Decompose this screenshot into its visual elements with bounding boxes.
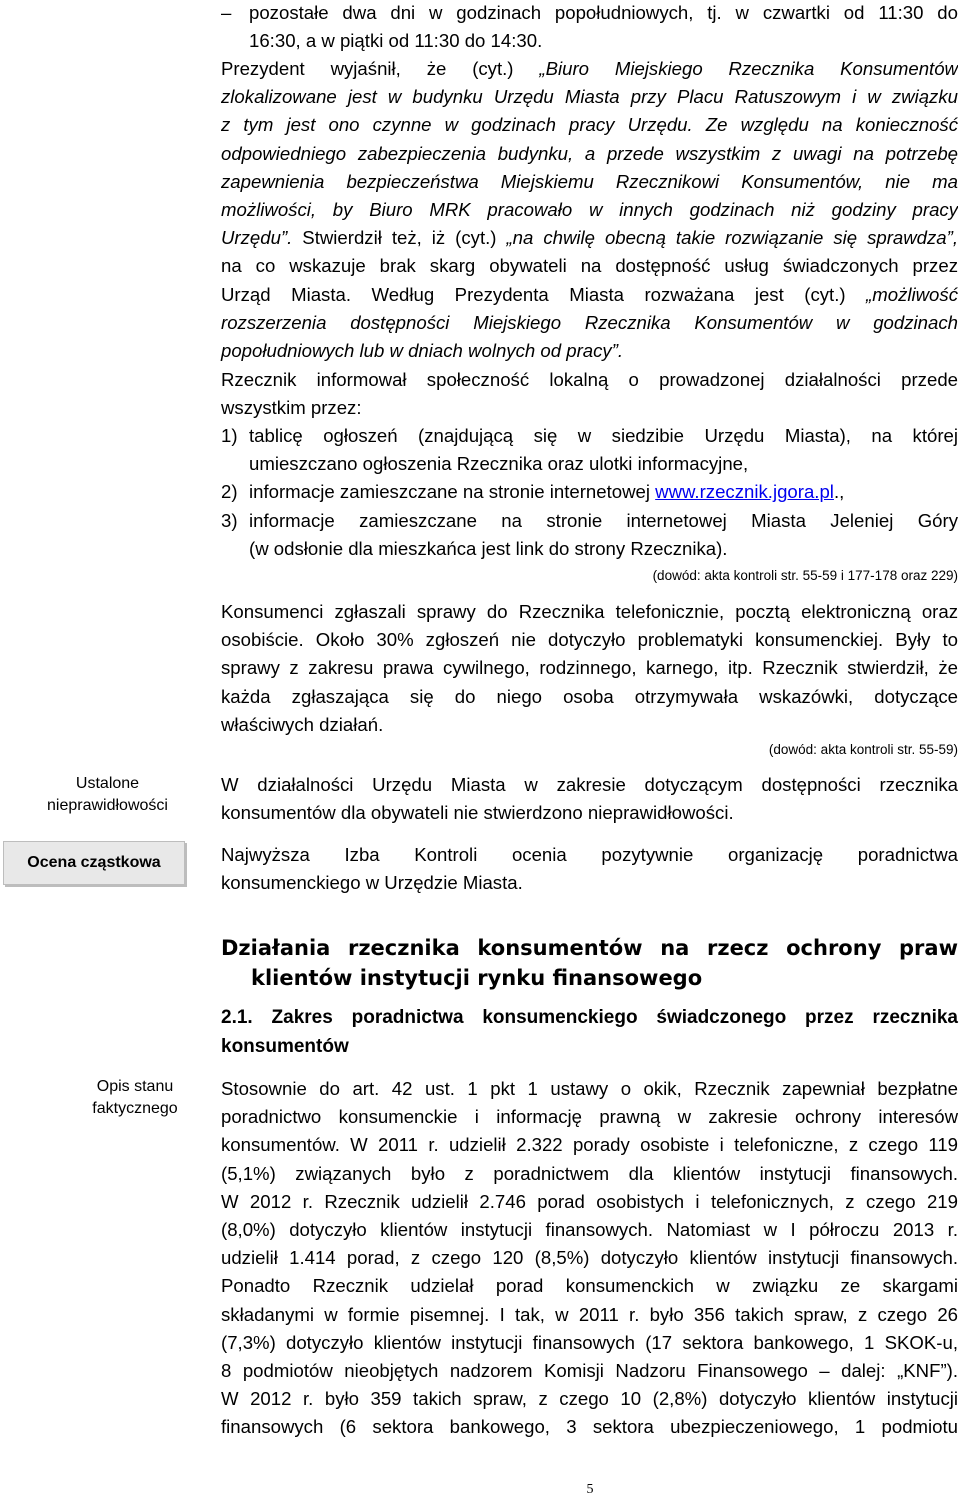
- paragraph-consumer-reports: [221, 598, 958, 739]
- irr-line-1: W działalności Urzędu Miasta w zakresie dotyczącym dostępności rzecznika: [221, 774, 958, 795]
- dash-item-line-2: 16:30, a w piątki od 11:30 do 14:30.: [249, 30, 543, 52]
- p1-line-5: zapewnienia bezpieczeństwa Miejskiemu Rzecznikowi Konsumentów, nie ma: [221, 170, 958, 192]
- side-label-line: nieprawidłowości: [47, 797, 168, 814]
- list-item: [221, 478, 958, 506]
- b2-line-3: sprawy z zakresu prawa cywilnego, rodzinnego, karnego, itp. Rzecznik stwierdził, że: [221, 657, 958, 679]
- sec-line: Stosownie do art. 42 ust. 1 pkt 1 ustawy o okik, Rzecznik zapewniał bezpłatne: [221, 1078, 958, 1099]
- section-heading-line-2: klientów instytucji rynku finansowego: [251, 966, 703, 990]
- p1-line-2: zlokalizowane jest w budynku Urzędu Miasta przy Placu Ratuszowym i w związku: [221, 86, 958, 108]
- side-label-irregularities: [0, 773, 215, 817]
- sec-line: (7,3%) dotyczyło klientów instytucji finansowych (17 sektora bankowego, 1 SKOK-u,: [221, 1331, 958, 1353]
- subsection-heading-line-1: 2.1. Zakres poradnictwa konsumenckiego świadczonego przez rzecznika: [221, 1007, 958, 1028]
- p1-line-11: popołudniowych lub w dniach wolnych od pracy”.: [221, 339, 624, 361]
- list-item-1-line-2: umieszczano ogłoszenia Rzecznika oraz ulotki informacyjne,: [249, 453, 749, 475]
- b2-line-1: Konsumenci zgłaszali sprawy do Rzecznika telefonicznie, pocztą elektroniczną oraz: [221, 601, 958, 622]
- list-item-3-line-2: (w odsłonie dla mieszkańca jest link do strony Rzecznika).: [249, 537, 728, 559]
- paragraph-assessment: [221, 841, 958, 897]
- p1-line-9: Urząd Miasta. Według Prezydenta Miasta rozważana jest (cyt.) „możliwość: [221, 283, 958, 305]
- assess-line-2: konsumenckiego w Urzędzie Miasta.: [221, 872, 523, 894]
- list-item: [221, 422, 958, 478]
- sec-line: składanymi w formie pisemnej. I tak, w 2011 r. było 356 takich spraw, z czego 26: [221, 1303, 958, 1325]
- dash-bullet: –: [221, 2, 232, 23]
- dash-list-item: [221, 0, 958, 55]
- p1-line-3: z tym jest ono czynne w godzinach pracy Urzędu. Ze względu na konieczność: [221, 114, 958, 136]
- partial-assessment-label: Ocena cząstkowa: [3, 841, 185, 885]
- list-item: [221, 507, 958, 563]
- p1-line-8: na co wskazuje brak skarg obywateli na dostępność usług świadczonych przez: [221, 255, 958, 277]
- list-item-3-line-1: informacje zamieszczane na stronie internetowej Miasta Jeleniej Góry: [249, 509, 958, 531]
- p2-line-1: Rzecznik informował społeczność lokalną o prowadzonej działalności przede: [221, 369, 958, 390]
- rzecznik-website-link[interactable]: www.rzecznik.jgora.pl: [655, 481, 834, 503]
- subsection-heading-line-2: konsumentów: [221, 1036, 349, 1057]
- list-item-1-line-1: tablicę ogłoszeń (znajdującą się w siedzibie Urzędu Miasta), na której: [249, 425, 958, 446]
- dash-item-line-1: pozostałe dwa dni w godzinach popołudniowych, tj. w czwartki od 11:30 do: [249, 2, 958, 23]
- section-heading: [221, 933, 958, 993]
- evidence-note-2: (dowód: akta kontroli str. 55-59): [768, 742, 958, 757]
- p1-line-6: możliwości, by Biuro MRK pracowało w innych godzinach niż godziny pracy: [221, 198, 958, 220]
- side-label-line: Ustalone: [75, 775, 140, 792]
- b2-line-2: osobiście. Około 30% zgłoszeń nie dotyczyło problematyki konsumenckiej. Były to: [221, 629, 958, 651]
- paragraph-advisory-scope: [221, 1075, 958, 1441]
- numbered-list: [221, 422, 958, 563]
- irr-line-2: konsumentów dla obywateli nie stwierdzono nieprawidłowości.: [221, 802, 734, 824]
- paragraph-president-explanation: [221, 55, 958, 365]
- paragraph-rzecznik-informed: [221, 366, 958, 422]
- assess-line-1: Najwyższa Izba Kontroli ocenia pozytywnie organizację poradnictwa: [221, 844, 958, 865]
- section-heading-line-1: Działania rzecznika konsumentów na rzecz ochrony praw: [221, 936, 958, 960]
- sec-line: W 2012 r. było 359 takich spraw, z czego 10 (2,8%) dotyczyło klientów instytucji: [221, 1388, 958, 1410]
- list-number: 3): [221, 509, 238, 531]
- sec-line: (5,1%) związanych było z poradnictwem dla klientów instytucji finansowych.: [221, 1162, 958, 1184]
- sec-line: konsumentów. W 2011 r. udzielił 2.322 porady osobiste i telefoniczne, z czego 119: [221, 1134, 958, 1156]
- sec-line: finansowych (6 sektora bankowego, 3 sektora ubezpieczeniowego, 1 podmiotu: [221, 1416, 958, 1438]
- sec-line: 8 podmiotów nieobjętych nadzorem Komisji Nadzoru Finansowego – dalej: „KNF”).: [221, 1359, 958, 1381]
- page-number: 5: [586, 1482, 594, 1497]
- sec-line: poradnictwo konsumenckie i informację prawną w zakresie ochrony interesów: [221, 1106, 958, 1128]
- p1-line-10: rozszerzenia dostępności Miejskiego Rzecznika Konsumentów w godzinach: [221, 311, 958, 333]
- list-number: 2): [221, 481, 238, 503]
- b2-line-4: każda zgłaszająca się do niego osoba otrzymywała wskazówki, dotyczące: [221, 685, 958, 707]
- paragraph-irregularities: [221, 771, 958, 827]
- sec-line: W 2012 r. Rzecznik udzielił 2.746 porad osobistych i telefonicznych, z czego 219: [221, 1190, 958, 1212]
- p1-line-7: Urzędu”. Stwierdził też, iż (cyt.) „na chwilę obecną takie rozwiązanie się sprawdza”,: [221, 227, 958, 249]
- sec-line: (8,0%) dotyczyło klientów instytucji finansowych. Natomiast w I półroczu 2013 r.: [221, 1218, 958, 1240]
- p1-line-4: odpowiedniego zabezpieczenia budynku, a przede wszystkim z uwagi na potrzebę: [221, 142, 958, 164]
- side-label-line: faktycznego: [92, 1100, 178, 1117]
- p2-line-2: wszystkim przez:: [221, 397, 362, 419]
- p1-line-1: Prezydent wyjaśnił, że (cyt.) „Biuro Miejskiego Rzecznika Konsumentów: [221, 58, 958, 79]
- sec-line: Ponadto Rzecznik udzielał porad konsumenckich w związku ze skargami: [221, 1275, 958, 1297]
- b2-line-5: właściwych działań.: [221, 713, 384, 735]
- subsection-heading: [221, 1003, 958, 1061]
- evidence-note-1: (dowód: akta kontroli str. 55-59 i 177-178 oraz 229): [652, 568, 958, 583]
- list-number: 1): [221, 425, 238, 446]
- sec-line: udzielił 1.414 porad, z czego 120 (8,5%) dotyczyło klientów instytucji finansowych.: [221, 1247, 958, 1269]
- side-label-line: Opis stanu: [96, 1078, 174, 1095]
- list-item-2-line-1: informacje zamieszczane na stronie internetowej www.rzecznik.jgora.pl.,: [249, 481, 845, 503]
